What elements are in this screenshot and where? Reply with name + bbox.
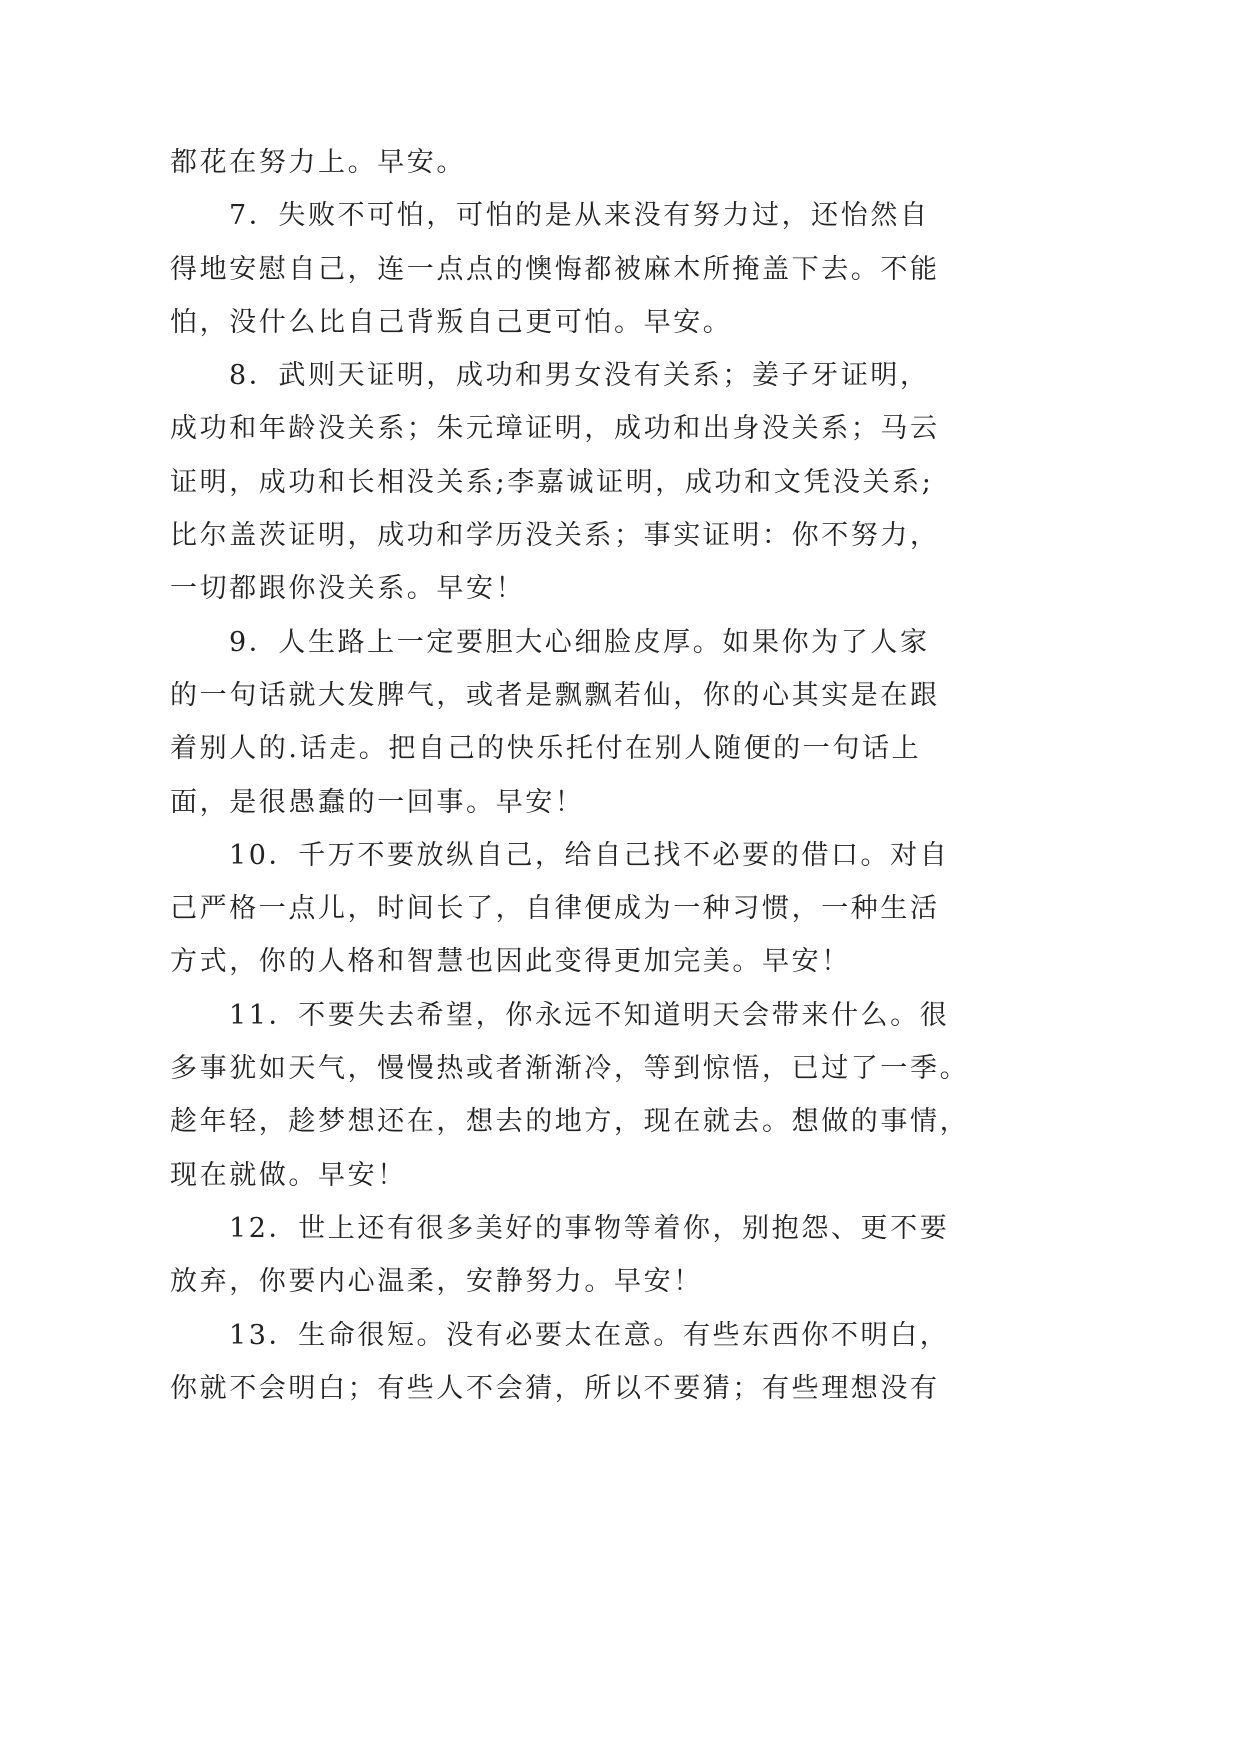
text-line: 趁年轻，趁梦想还在，想去的地方，现在就去。想做的事情，	[170, 1106, 970, 1138]
text-line: 得地安慰自己，连一点点的懊悔都被麻木所掩盖下去。不能	[170, 253, 940, 285]
text-line: 证明，成功和长相没关系;李嘉诚证明，成功和文凭没关系;	[170, 466, 934, 498]
text-line: 8．武则天证明，成功和男女没有关系；姜子牙证明，	[229, 360, 930, 392]
paragraph-11	[170, 989, 1010, 1202]
text-line: 放弃，你要内心温柔，安静努力。早安！	[170, 1266, 703, 1298]
text-line: 多事犹如天气，慢慢热或者渐渐冷，等到惊悟，已过了一季。	[170, 1053, 970, 1085]
text-line: 12．世上还有很多美好的事物等着你，别抱怨、更不要	[229, 1212, 950, 1244]
text-line: 成功和年龄没关系；朱元璋证明，成功和出身没关系；马云	[170, 413, 940, 445]
text-line: 比尔盖茨证明，成功和学历没关系；事实证明：你不努力，	[170, 520, 940, 552]
body-text	[170, 136, 1010, 1415]
paragraph-9	[170, 616, 1010, 829]
text-line: 一切都跟你没关系。早安！	[170, 573, 526, 605]
text-line: 现在就做。早安！	[170, 1159, 407, 1191]
text-line: 着别人的.话走。把自己的快乐托付在别人随便的一句话上	[170, 733, 922, 765]
text-line: 怕，没什么比自己背叛自己更可怕。早安。	[170, 306, 733, 338]
paragraph-continued	[170, 136, 1010, 189]
paragraph-8	[170, 349, 1010, 615]
text-line: 己严格一点儿，时间长了，自律便成为一种习惯，一种生活	[170, 893, 940, 925]
text-line: 11．不要失去希望，你永远不知道明天会带来什么。很	[229, 999, 950, 1031]
text-line: 10．千万不要放纵自己，给自己找不必要的借口。对自	[229, 839, 950, 871]
text-line: 的一句话就大发脾气，或者是飘飘若仙，你的心其实是在跟	[170, 679, 940, 711]
text-line: 9．人生路上一定要胆大心细脸皮厚。如果你为了人家	[229, 626, 930, 658]
paragraph-12	[170, 1202, 1010, 1309]
text-line: 13．生命很短。没有必要太在意。有些东西你不明白，	[229, 1319, 950, 1351]
text-line: 面，是很愚蠢的一回事。早安！	[170, 786, 585, 818]
text-line: 方式，你的人格和智慧也因此变得更加完美。早安！	[170, 946, 851, 978]
paragraph-13	[170, 1309, 1010, 1416]
text-line: 7．失败不可怕，可怕的是从来没有努力过，还怡然自	[229, 200, 930, 232]
paragraph-10	[170, 829, 1010, 989]
paragraph-7	[170, 189, 1010, 349]
text-line: 你就不会明白；有些人不会猜，所以不要猜；有些理想没有	[170, 1372, 940, 1404]
text-line: 都花在努力上。早安。	[170, 147, 466, 178]
